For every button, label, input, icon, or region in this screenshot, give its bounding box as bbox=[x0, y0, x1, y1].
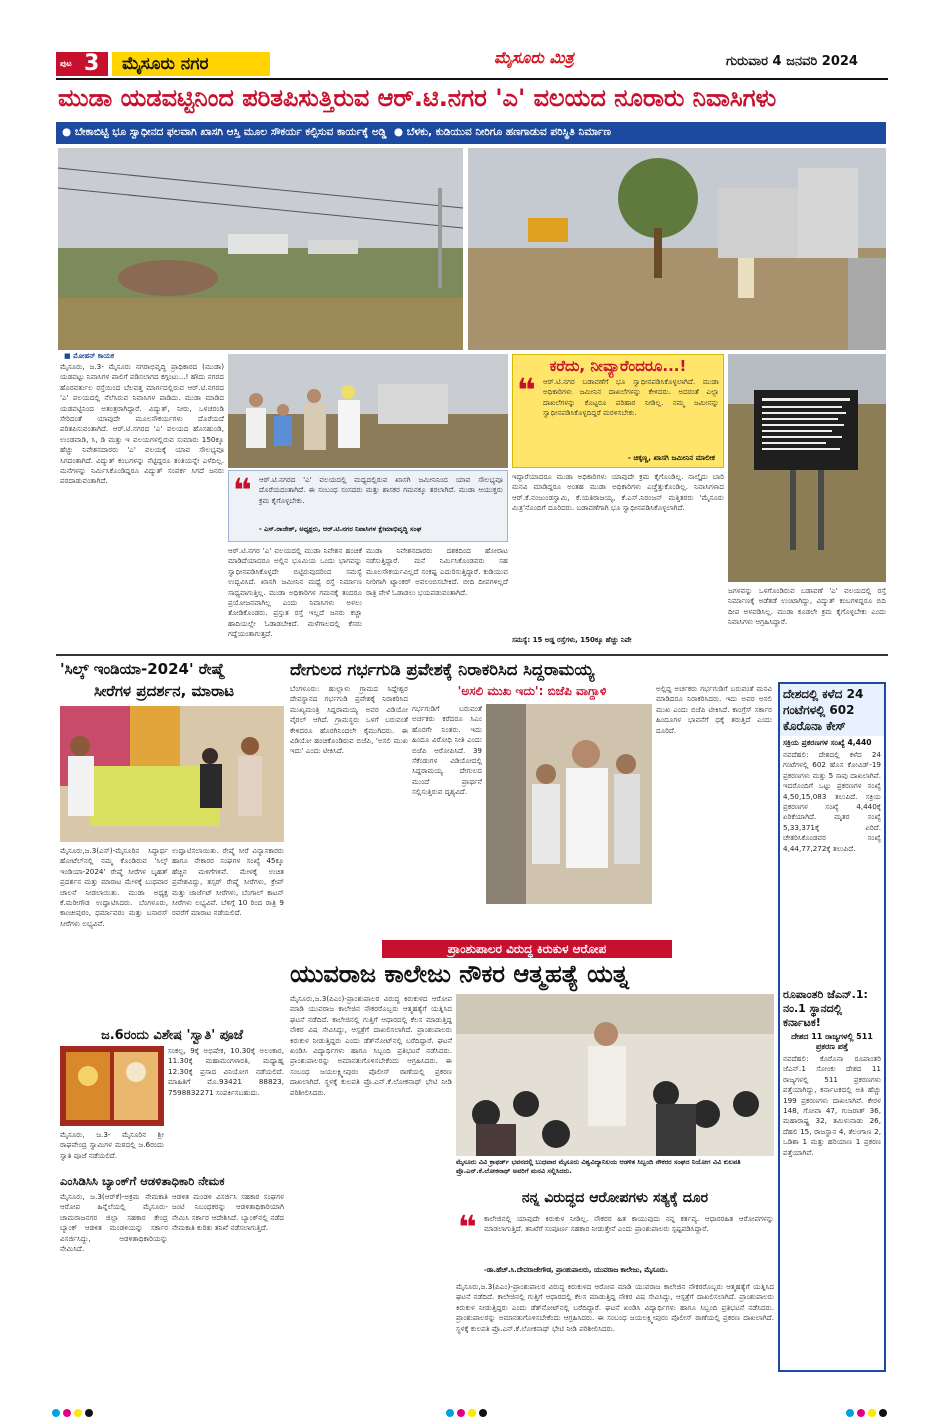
lead-photo-left bbox=[58, 148, 463, 350]
quote-icon: ❝ bbox=[517, 371, 536, 409]
bank-headline: ಎಂಸಿಡಿಸಿಸಿ ಬ್ಯಾಂಕ್‌ಗೆ ಆಡಳಿತಾಧಿಕಾರಿ ನೇಮಕ bbox=[60, 1174, 225, 1188]
covid-box bbox=[778, 682, 886, 1372]
covid-text-1: ನವದೆಹಲಿ: ದೇಶದಲ್ಲಿ ಕಳೆದ 24 ಗಂಟೆಗಳಲ್ಲಿ 602 ಹೊಸ ಕೋವಿಡ್-19 ಪ್ರಕರಣಗಳು ಮತ್ತು 5 ಸಾವು ದಾಖಲಾಗಿವೆ. ಇದರೊಂದಿಗೆ ಒಟ್ಟು ಪ್ರಕರಣಗಳ ಸಂಖ್ಯೆ 4,50,15,083 ತಲುಪಿದೆ. ಸಕ್ರಿಯ ಪ್ರಕರಣಗಳ ಸಂಖ್ಯೆ 4,440ಕ್ಕೆ ಏರಿಕೆಯಾಗಿದೆ. ಮೃತರ ಸಂಖ್ಯೆ 5,33,371ಕ್ಕೆ ಏರಿದೆ. ಚೇತರಿಸಿಕೊಂಡವರ ಸಂಖ್ಯೆ 4,44,77,272ಕ್ಕೆ ತಲುಪಿದೆ. bbox=[783, 750, 881, 853]
cm-photo bbox=[486, 704, 652, 904]
lead-byline bbox=[64, 352, 114, 361]
page-label: ಪುಟ bbox=[60, 59, 72, 68]
college-sub-text: ಕಾಲೇಜಿನಲ್ಲಿ ಯಾವುದೇ ಕಿರುಕುಳ ನೀಡಿಲ್ಲ. ನೌಕರರ ಹಿತ ಕಾಯುವುದು ನನ್ನ ಕರ್ತವ್ಯ. ಆಧಾರರಹಿತ ಆರೋಪಗಳನ್ನು ಮಾಡಲಾಗುತ್ತಿದೆ. ತನಿಖೆಗೆ ಸಂಪೂರ್ಣ ಸಹಕಾರ ನೀಡುತ್ತೇನೆ ಎಂದು ಪ್ರಾಂಶುಪಾಲರು ಸ್ಪಷ್ಟಪಡಿಸಿದ್ದಾರೆ. bbox=[484, 1214, 774, 1234]
bank-text-right: ಆಡಳಿತ ಮಂಡಳಿ ವಿಸರ್ಜಿಸಿ ಸಹಕಾರ ಸಂಘಗಳ ಜಂಟಿ ನಿಬಂಧಕರನ್ನು ಆಡಳಿತಾಧಿಕಾರಿಯಾಗಿ ನೇಮಿಸಿ ಸರ್ಕಾರ ಆದೇಶಿಸಿದೆ. ಬ್ಯಾಂಕ್‌ನಲ್ಲಿ ನಡೆದ ನೇಮಕಾತಿ ಕುರಿತು ತನಿಖೆ ನಡೆಸಲಾಗುತ್ತಿದೆ. bbox=[172, 1192, 284, 1233]
covid-stat-1: ಸಕ್ರಿಯ ಪ್ರಕರಣಗಳ ಸಂಖ್ಯೆ 4,440 bbox=[783, 738, 872, 747]
lead-subhead-1: ಬೇಕಾಬಿಟ್ಟಿ ಭೂ ಸ್ವಾಧೀನದ ಫಲವಾಗಿ ಖಾಸಗಿ ಆಸ್ತಿ ಮೂಲ ಸೌಕರ್ಯ ಕಲ್ಪಿಸುವ ಕಾರ್ಯಕ್ಕೆ ಅಡ್ಡಿ bbox=[74, 126, 387, 138]
page-number-badge bbox=[56, 52, 108, 76]
bank-text-left: ಮೈಸೂರು, ಜ.3(ಆರ್‌ಕೆ)-ಅಕ್ರಮ ನೇಮಕಾತಿ ಆರೋಪ ಹಿನ್ನೆಲೆಯಲ್ಲಿ ಮೈಸೂರು-ಚಾಮರಾಜನಗರ ಜಿಲ್ಲಾ ಸಹಕಾರ ಕೇಂದ್ರ ಬ್ಯಾಂಕ್ ಆಡಳಿತ ಮಂಡಳಿಯನ್ನು ಸರ್ಕಾರ ವಿಸರ್ಜಿಸಿದ್ದು, ಆಡಳಿತಾಧಿಕಾರಿಯನ್ನು ನೇಮಿಸಿದೆ. bbox=[60, 1192, 168, 1254]
silk-headline-1: 'ಸಿಲ್ಕ್ ಇಂಡಿಯಾ-2024' ರೇಷ್ಮೆ bbox=[60, 660, 225, 678]
college-photo-caption: ಮೈಸೂರು ವಿವಿ ಕ್ರಾಫರ್ಡ್ ಭವನದಲ್ಲಿ ಬುಧವಾರ ಮೈಸೂರು ವಿಶ್ವವಿದ್ಯಾನಿಲಯ ಆಡಳಿತ ಸಿಬ್ಬಂದಿ ನೌಕರರ ಸಂಘದ ನಿಯೋಗ ವಿವಿ ಕುಲಪತಿ ಪ್ರೊ.ಎನ್.ಕೆ.ಲೋಕನಾಥ್ ಅವರಿಗೆ ಮನವಿ ಸಲ್ಲಿಸಿದರು. bbox=[456, 1158, 741, 1175]
covid-text-2: ನವದೆಹಲಿ: ಕೊರೊನಾ ರೂಪಾಂತರಿ ಜೆಎನ್.1 ಸೋಂಕು ದೇಶದ 11 ರಾಜ್ಯಗಳಲ್ಲಿ 511 ಪ್ರಕರಣಗಳು ಪತ್ತೆಯಾಗಿದ್ದು, ಕರ್ನಾಟಕದಲ್ಲಿ ಅತಿ ಹೆಚ್ಚು 199 ಪ್ರಕರಣಗಳು ದಾಖಲಾಗಿವೆ. ಕೇರಳ 148, ಗೋವಾ 47, ಗುಜರಾತ್ 36, ಮಹಾರಾಷ್ಟ್ರ 32, ತಮಿಳುನಾಡು 26, ದೆಹಲಿ 15, ರಾಜಸ್ಥಾನ 4, ತೆಲಂಗಾಣ 2, ಒಡಿಶಾ 1 ಮತ್ತು ಹರಿಯಾಣ 1 ಪ್ರಕರಣ ಪತ್ತೆಯಾಗಿವೆ. bbox=[783, 1054, 881, 1157]
lead-tagline: ಸಮಸ್ಯೆ: 15 ಅಡ್ಡ ರಸ್ತೆಗಳು, 150ಕ್ಕೂ ಹೆಚ್ಚು ನಿವೇ bbox=[512, 636, 632, 644]
college-text: ಮೈಸೂರು,ಜ.3(ಪಿಎಂ)-ಪ್ರಾಂಶುಪಾಲರ ವಿರುದ್ಧ ಕಿರುಕುಳದ ಆರೋಪ ಮಾಡಿ ಯುವರಾಜ ಕಾಲೇಜಿನ ನೌಕರರೊಬ್ಬರು ಆತ್ಮಹತ್ಯೆಗೆ ಯತ್ನಿಸಿದ ಘಟನೆ ನಡೆದಿದೆ. ಕಾಲೇಜಿನಲ್ಲಿ ಗುತ್ತಿಗೆ ಆಧಾರದಲ್ಲಿ ಕೆಲಸ ಮಾಡುತ್ತಿದ್ದ ನೌಕರ ವಿಷ ಸೇವಿಸಿದ್ದು, ಆಸ್ಪತ್ರೆಗೆ ದಾಖಲಿಸಲಾಗಿದೆ. ಪ್ರಾಂಶುಪಾಲರು ಕಿರುಕುಳ ನೀಡುತ್ತಿದ್ದರು ಎಂದು ಡೆತ್‌ನೋಟ್‌ನಲ್ಲಿ ಬರೆದಿದ್ದಾರೆ. ಘಟನೆ ಖಂಡಿಸಿ ವಿದ್ಯಾರ್ಥಿಗಳು ಹಾಗೂ ಸಿಬ್ಬಂದಿ ಪ್ರತಿಭಟನೆ ನಡೆಸಿದರು. ಪ್ರಾಂಶುಪಾಲರನ್ನು ಅಮಾನತುಗೊಳಿಸಬೇಕೆಂದು ಆಗ್ರಹಿಸಿದರು. ಈ ಸಂಬಂಧ ಜಯಲಕ್ಷ್ಮೀಪುರಂ ಪೊಲೀಸ್ ಠಾಣೆಯಲ್ಲಿ ಪ್ರಕರಣ ದಾಖಲಾಗಿದೆ. ಸ್ಥಳಕ್ಕೆ ಕುಲಪತಿ ಪ್ರೊ.ಎನ್.ಕೆ.ಲೋಕನಾಥ್ ಭೇಟಿ ನೀಡಿ ಪರಿಶೀಲಿಸಿದರು. bbox=[290, 994, 452, 1097]
quote-attribution: - ಚಿಕ್ಕಣ್ಣ, ಖಾಸಗಿ ಜಮೀನಿನ ಮಾಲೀಕ bbox=[627, 453, 715, 462]
lead-column-5: ಜಗಳವನ್ನು ಒಳಗೊಂಡಿರುವ ಬಡಾವಣೆ 'ಎ' ವಲಯದಲ್ಲಿ ರಸ್ತೆ ನಿರ್ಮಾಣಕ್ಕೆ ಅಡೆತಡೆ ಉಂಟಾಗಿದ್ದು, ವಿದ್ಯುತ್ ಕಂಬಗಳಿದ್ದರೂ ಬಿದಿ ದೀಪ ಅಳವಡಿಸಿಲ್ಲ. ಮುಡಾ ಕೂಡಲೇ ಕ್ರಮ ಕೈಗೊಳ್ಳಬೇಕು ಎಂದು ನಿವಾಸಿಗಳು ಆಗ್ರಹಿಸಿದ್ದಾರೆ. bbox=[728, 586, 886, 627]
quote-icon-2: ❝ bbox=[233, 471, 252, 509]
lead-subhead-bar bbox=[56, 122, 886, 144]
color-registration-marks-center bbox=[446, 1402, 490, 1421]
pooja-photo bbox=[60, 1046, 164, 1126]
quote-second-text: ಆರ್.ಟಿ.ನಗರದ 'ಎ' ವಲಯದಲ್ಲಿ ಮಧ್ಯದಲ್ಲಿರುವ ಖಾಸಗಿ ಜಮೀನಿನಿಂದ ಯಾವ ಸೌಲಭ್ಯವೂ ದೊರೆಯದಂತಾಗಿದೆ. ಈ ಸಂಬಂಧ ಸಂಸದರು ಮತ್ತು ಶಾಸಕರ ಗಮನಕ್ಕೂ ತರಲಾಗಿದೆ. ಮುಡಾ ಆಯುಕ್ತರು ಕ್ರಮ ಕೈಗೊಳ್ಳಬೇಕು. bbox=[259, 475, 503, 505]
covid-stat-2: ರೂಪಾಂತರಿ ಜೆಎನ್.1: bbox=[783, 988, 868, 1001]
lead-column-2: ಆರ್.ಟಿ.ನಗರ 'ಎ' ವಲಯದಲ್ಲಿ ಮುಡಾ ನಿವೇಶನ ಹಂಚಿಕೆ ಮಾಡಿದೆಯಾದರೂ ಅಲ್ಲಿನ ಭೂಮಿಯ ಒಂದು ಭಾಗವನ್ನು ಸ್ವಾಧೀನಪಡಿಸಿಕೊಳ್ಳದೇ ಬಿಟ್ಟಿರುವುದರಿಂದ ಸಮಸ್ಯೆ ಉದ್ಭವಿಸಿದೆ. ಖಾಸಗಿ ಜಮೀನಿನ ಮಧ್ಯೆ ರಸ್ತೆ ನಿರ್ಮಾಣ ಸಾಧ್ಯವಾಗುತ್ತಿಲ್ಲ. ಮುಡಾ ಅಧಿಕಾರಿಗಳ ಗಮನಕ್ಕೆ ತಂದರೂ ಪ್ರಯೋಜನವಾಗಿಲ್ಲ ಎಂದು ನಿವಾಸಿಗಳು ಅಳಲು ತೋಡಿಕೊಂಡರು. ಪ್ರಸ್ತುತ ರಸ್ತೆ ಇಲ್ಲದೆ ಜನರು ಕಚ್ಚಾ ಹಾದಿಯಲ್ಲೇ ಓಡಾಡಬೇಕಿದೆ. ಮಳೆಗಾಲದಲ್ಲಿ ಕೆಸರು ಗದ್ದೆಯಂತಾಗುತ್ತದೆ. bbox=[228, 546, 362, 639]
college-kicker: ಪ್ರಾಂಶುಪಾಲರ ವಿರುದ್ಧ ಕಿರುಕುಳ ಆರೋಪ bbox=[382, 940, 672, 958]
lead-headline: ಮುಡಾ ಯಡವಟ್ಟಿನಿಂದ ಪರಿತಪಿಸುತ್ತಿರುವ ಆರ್.ಟಿ.ನಗರ 'ಎ' ವಲಯದ ನೂರಾರು ನಿವಾಸಿಗಳು bbox=[58, 84, 777, 112]
pooja-text-right: ಸಂಕಲ್ಪ, 9ಕ್ಕೆ ಅಭಿಷೇಕ, 10.30ಕ್ಕೆ ಅಲಂಕಾರ, 11.30ಕ್ಕೆ ಮಹಾಮಂಗಳಾರತಿ, ಮಧ್ಯಾಹ್ನ 12.30ಕ್ಕೆ ಪ್ರಸಾದ ವಿನಿಯೋಗ ನಡೆಯಲಿದೆ. ಮಾಹಿತಿಗೆ ಮೊ.93421 88823, 7598832271 ಸಂಪರ್ಕಿಸಬಹುದು. bbox=[168, 1046, 284, 1097]
bullet-icon: ● bbox=[62, 126, 72, 138]
cm-subhead: 'ಅಸಲಿ ಮುಖ ಇದು': ಬಿಜೆಪಿ ವಾಗ್ದಾಳಿ bbox=[457, 684, 607, 698]
covid-stat-4: ದೇಶದ 11 ರಾಜ್ಯಗಳಲ್ಲಿ 511 ಪ್ರಕರಣ ಪತ್ತೆ bbox=[791, 1032, 873, 1051]
silk-text-right: ಉದ್ಘಾಟಿಸಲಾಯಿತು. ರೇಷ್ಮೆ ಸೀರೆ ವಿನ್ಯಾಸಕಾರರು ಹಾಗೂ ನೇಕಾರರ ಸಂಘಗಳ ಸಂಖ್ಯೆ 45ಕ್ಕೂ ಹೆಚ್ಚಿನ ಮಳಿಗೆಗಳಿವೆ. ಮೇಳಕ್ಕೆ ಉಚಿತ ಪ್ರವೇಶವಿದ್ದು, ತಸ್ಸರ್ ರೇಷ್ಮೆ ಸೀರೆಗಳು, ಕ್ರೇಪ್ ಮತ್ತು ಜಾರ್ಜೆಟ್ ಸೀರೆಗಳು, ಬೆಂಗಾಲ್ ಕಾಟನ್ ಸೀರೆಗಳು ಲಭ್ಯವಿವೆ. ಬೆಳಿಗ್ಗೆ 10 ರಿಂದ ರಾತ್ರಿ 9 ರವರೆಗೆ ಮಾರಾಟ ನಡೆಯಲಿದೆ. bbox=[172, 846, 284, 918]
bullet-icon: ● bbox=[393, 126, 404, 138]
color-registration-marks bbox=[52, 1402, 96, 1421]
residents-photo bbox=[228, 354, 508, 468]
lead-photo-right bbox=[468, 148, 886, 350]
section-divider bbox=[56, 654, 888, 656]
quote-icon-3: ❝ bbox=[458, 1208, 477, 1246]
issue-date: ಗುರುವಾರ 4 ಜನವರಿ 2024 bbox=[726, 54, 858, 69]
lead-column-4: ಇದ್ದಾರೆಯಾದರೂ ಮುಡಾ ಅಧಿಕಾರಿಗಳು ಯಾವುದೇ ಕ್ರಮ ಕೈಗೊಂಡಿಲ್ಲ. ನಾಲ್ಕೈದು ಬಾರಿ ಮನವಿ ಮಾಡಿದ್ದರೂ ಅಂತಹ ಮುಡಾ ಅಧಿಕಾರಿಗಳು ಎಚ್ಚೆತ್ತುಕೊಂಡಿಲ್ಲ. ನಿವಾಸಿಗಳಾದ ಆರ್.ಕೆ.ನಂಜುಂಡಸ್ವಾಮಿ, ಕೆ.ಯತಿರಾಜಯ್ಯ, ಕೆ.ಎಸ್.ನಿರಂಜನ್ ಮತ್ತಿತರರು 'ಮೈಸೂರು ಮಿತ್ರ'ನೊಂದಿಗೆ ದೂರಿದರು. ಬಡಾವಣೆಗಾಗಿ ಭೂ ಸ್ವಾಧೀನಪಡಿಸಿಕೊಳ್ಳಲಾಗಿದೆ. bbox=[512, 472, 724, 513]
college-sub-body: ಮೈಸೂರು,ಜ.3(ಪಿಎಂ)-ಪ್ರಾಂಶುಪಾಲರ ವಿರುದ್ಧ ಕಿರುಕುಳದ ಆರೋಪ ಮಾಡಿ ಯುವರಾಜ ಕಾಲೇಜಿನ ನೌಕರರೊಬ್ಬರು ಆತ್ಮಹತ್ಯೆಗೆ ಯತ್ನಿಸಿದ ಘಟನೆ ನಡೆದಿದೆ. ಕಾಲೇಜಿನಲ್ಲಿ ಗುತ್ತಿಗೆ ಆಧಾರದಲ್ಲಿ ಕೆಲಸ ಮಾಡುತ್ತಿದ್ದ ನೌಕರ ವಿಷ ಸೇವಿಸಿದ್ದು, ಆಸ್ಪತ್ರೆಗೆ ದಾಖಲಿಸಲಾಗಿದೆ. ಪ್ರಾಂಶುಪಾಲರು ಕಿರುಕುಳ ನೀಡುತ್ತಿದ್ದರು ಎಂದು ಡೆತ್‌ನೋಟ್‌ನಲ್ಲಿ ಬರೆದಿದ್ದಾರೆ. ಘಟನೆ ಖಂಡಿಸಿ ವಿದ್ಯಾರ್ಥಿಗಳು ಹಾಗೂ ಸಿಬ್ಬಂದಿ ಪ್ರತಿಭಟನೆ ನಡೆಸಿದರು. ಪ್ರಾಂಶುಪಾಲರನ್ನು ಅಮಾನತುಗೊಳಿಸಬೇಕೆಂದು ಆಗ್ರಹಿಸಿದರು. ಈ ಸಂಬಂಧ ಜಯಲಕ್ಷ್ಮೀಪುರಂ ಪೊಲೀಸ್ ಠಾಣೆಯಲ್ಲಿ ಪ್ರಕರಣ ದಾಖಲಾಗಿದೆ. ಸ್ಥಳಕ್ಕೆ ಕುಲಪತಿ ಪ್ರೊ.ಎನ್.ಕೆ.ಲೋಕನಾಥ್ ಭೇಟಿ ನೀಡಿ ಪರಿಶೀಲಿಸಿದರು. bbox=[456, 1282, 774, 1333]
cm-text-left: ಬೆಂಗಳೂರು: ಹುಲ್ಲಾಳು ಗ್ರಾಮದ ಸಿದ್ದೇಶ್ವರ ದೇವಸ್ಥಾನದ ಗರ್ಭಗುಡಿ ಪ್ರವೇಶಕ್ಕೆ ನಿರಾಕರಿಸಿದ ಮುಖ್ಯಮಂತ್ರಿ ಸಿದ್ದರಾಮಯ್ಯ ಅವರ ವಿಡಿಯೋ ವೈರಲ್ ಆಗಿದೆ. ಗ್ರಾಮಸ್ಥರು ಒಳಗೆ ಬರುವಂತೆ ಕೇಳಿದರೂ ಹೊರಗಿನಿಂದಲೇ ಕೈಮುಗಿದರು. ಈ ವಿಡಿಯೋ ಹಂಚಿಕೊಂಡಿರುವ ಬಿಜೆಪಿ, 'ಅಸಲಿ ಮುಖ ಇದು' ಎಂದು ಟೀಕಿಸಿದೆ. bbox=[290, 684, 408, 756]
pooja-text-left: ಮೈಸೂರು, ಜ.3- ಮೈಸೂರಿನ ಶ್ರೀ ರಾಘವೇಂದ್ರ ಸ್ವಾಮಿಗಳ ಮಠದಲ್ಲಿ ಜ.6ರಂದು ಸ್ವಾತಿ ಪೂಜೆ ನಡೆಯಲಿದೆ. bbox=[60, 1130, 164, 1160]
section-title: ಮೈಸೂರು ನಗರ bbox=[112, 52, 270, 76]
cm-text-mid: ಗರ್ಭಗುಡಿಗೆ ಬರುವಂತೆ ಅರ್ಚಕರು ಕರೆದರೂ ಸಿಎಂ ಹೊರಗೇ ನಿಂತರು. ಇದು ಹಿಂದೂ ವಿರೋಧಿ ನೀತಿ ಎಂದು ಬಿಜೆಪಿ ಆರೋಪಿಸಿದೆ. 39 ಸೆಕೆಂಡುಗಳ ವಿಡಿಯೋದಲ್ಲಿ ಸಿದ್ದರಾಮಯ್ಯ ದೇಗುಲದ ಮುಂದೆ ಪ್ರಾರ್ಥನೆ ಸಲ್ಲಿಸುತ್ತಿರುವ ದೃಶ್ಯವಿದೆ. bbox=[412, 704, 482, 797]
covid-headline: ದೇಶದಲ್ಲಿ ಕಳೆದ 24 ಗಂಟೆಗಳಲ್ಲಿ 602 ಕೊರೊನಾ ಕೇಸ್ bbox=[780, 684, 884, 736]
college-headline: ಯುವರಾಜ ಕಾಲೇಜು ನೌಕರ ಆತ್ಮಹತ್ಯೆ ಯತ್ನ bbox=[290, 960, 629, 988]
silk-headline-2: ಸೀರೆಗಳ ಪ್ರದರ್ಶನ, ಮಾರಾಟ bbox=[94, 682, 235, 700]
lead-column-3: ಮುಡಾ ನಿವೇಶನದಾರರು ದಶಕದಿಂದ ಹೋರಾಟ ನಡೆಸುತ್ತಿದ್ದಾರೆ. ಮನೆ ನಿರ್ಮಿಸಿಕೊಂಡವರು ಸಹ ಮೂಲಸೌಕರ್ಯವಿಲ್ಲದೆ ಸಂಕಷ್ಟ ಎದುರಿಸುತ್ತಿದ್ದಾರೆ. ಕುಡಿಯುವ ನೀರಿಗಾಗಿ ಟ್ಯಾಂಕರ್ ಅವಲಂಬಿಸಬೇಕಿದೆ. ಬೀದಿ ದೀಪಗಳಿಲ್ಲದೆ ರಾತ್ರಿ ವೇಳೆ ಓಡಾಡಲು ಭಯಪಡುವಂತಾಗಿದೆ. bbox=[366, 546, 508, 597]
lead-column-1: ಮೈಸೂರು, ಜ.3- ಮೈಸೂರು ನಗರಾಭಿವೃದ್ಧಿ ಪ್ರಾಧಿಕಾರದ (ಮುಡಾ) ಯಡವಟ್ಟು ನಿವಾಸಿಗಳ ಪಾಲಿಗೆ ಪಡಿಸಲಾಗದ ಕಗ್ಗಂಟು...! ಹೌದು ನಗರದ ಹೊರವರ್ತುಲ ರಸ್ತೆಯಿಂದ ಬೆಲವತ್ತ ಮಾರ್ಗದಲ್ಲಿರುವ ಆರ್.ಟಿ.ನಗರದ 'ಎ' ವಲಯದಲ್ಲಿ ನೆಲೆಸಿರುವ ನಿವಾಸಿಗಳ ಪಾಡಿದು. ಮುಡಾ ಮಾಡಿದ ಯಡವಟ್ಟಿನಿಂದ ಅತಂತ್ರರಾಗಿದ್ದಾರೆ. ವಿದ್ಯುತ್, ನೀರು, ಒಳಚರಂಡಿ ಸೇರಿದಂತೆ ಯಾವುದೇ ಮೂಲಸೌಕರ್ಯಗಳು ದೊರೆಯದೆ ಪರಿತಪಿಸುವಂತಾಗಿದೆ. ಆರ್.ಟಿ.ನಗರದ 'ಎ' ವಲಯದ ಹೊಸಹುಂಡಿ, ಉಂಡವಾಡಿ, ಸಿ, ಡಿ ಮತ್ತು ಇ ವಲಯಗಳಲ್ಲಿರುವ ಸುಮಾರು 150ಕ್ಕೂ ಹೆಚ್ಚು ನಿವೇಶನದಾರರು 'ಎ' ವಲಯಕ್ಕೆ ಯಾವ ಸೌಲಭ್ಯವೂ ಸಿಗದಂತಾಗಿದೆ. ವಿದ್ಯುತ್ ಕಂಬಗಳನ್ನು ನೆಟ್ಟಿದ್ದರೂ ತಂತಿಯನ್ನೇ ಎಳೆದಿಲ್ಲ. ಮನೆಗಳನ್ನು ನಿರ್ಮಿಸಿಕೊಂಡಿದ್ದರೂ ವಿದ್ಯುತ್ ಸಂಪರ್ಕ ಸಿಗದೆ ಜನರು ಪರದಾಡುವಂತಾಗಿದೆ. bbox=[60, 362, 224, 486]
byline-bullet-icon: ■ bbox=[64, 352, 71, 360]
college-photo bbox=[456, 994, 774, 1156]
quote-second-attribution: - ಎಸ್.ರಾಜೇಶ್, ಅಧ್ಯಕ್ಷರು, ಆರ್.ಟಿ.ನಗರ ನಿವಾಸಿಗಳ ಕ್ಷೇಮಾಭಿವೃದ್ಧಿ ಸಂಘ bbox=[259, 525, 422, 533]
paper-logo: ಮೈಸೂರು ಮಿತ್ರ bbox=[494, 48, 574, 67]
cm-headline: ದೇಗುಲದ ಗರ್ಭಗುಡಿ ಪ್ರವೇಶಕ್ಕೆ ನಿರಾಕರಿಸಿದ ಸಿದ್ದರಾಮಯ್ಯ bbox=[290, 660, 595, 679]
sign-board-photo bbox=[728, 354, 886, 582]
covid-stat-3: ನಂ.1 ಸ್ಥಾನದಲ್ಲಿ ಕರ್ನಾಟಕ! bbox=[783, 1002, 843, 1029]
lead-subhead-2: ಬೆಳಕು, ಕುಡಿಯುವ ನೀರಿಗೂ ಹಣಗಾಡುವ ಪರಿಸ್ಥಿತಿ ನಿರ್ಮಾಣ bbox=[406, 126, 611, 138]
silk-photo bbox=[60, 706, 284, 842]
silk-text-left: ಮೈಸೂರು,ಜ.3(ಎಸ್)-ಮೈಸೂರಿನ ಸಿದ್ಧಾರ್ಥ ಹೋಟೆಲ್‌ನಲ್ಲಿ ನಮ್ಮ ಕೊಂಡಿರುವ 'ಸಿಲ್ಕ್ ಇಂಡಿಯಾ-2024' ರೇಷ್ಮೆ ಸೀರೆಗಳ ಬೃಹತ್ ಪ್ರದರ್ಶನ ಮತ್ತು ಮಾರಾಟ ಮೇಳಕ್ಕೆ ಬುಧವಾರ ಚಾಲನೆ ನೀಡಲಾಯಿತು. ಮುಡಾ ಅಧ್ಯಕ್ಷ ಕೆ.ಮರೀಗೌಡ ಉದ್ಘಾಟಿಸಿದರು. ಬೆಂಗಳೂರು, ಕಾಂಚೀಪುರಂ, ಧರ್ಮಾವರಂ ಮತ್ತು ಬನಾರಸ್ ಸೀರೆಗಳು ಲಭ್ಯವಿವೆ. bbox=[60, 846, 168, 928]
quote-text: ಆರ್.ಟಿ.ನಗರ ಬಡಾವಣೆಗೆ ಭೂ ಸ್ವಾಧೀನಪಡಿಸಿಕೊಳ್ಳಲಾಗಿದೆ. ಮುಡಾ ಅಧಿಕಾರಿಗಳು ಜಮೀನಿನ ದಾಖಲೆಗಳನ್ನು ಕೇಳಿದರು. ಅದರಂತೆ ಎಲ್ಲಾ ದಾಖಲೆಗಳನ್ನು ಕೊಟ್ಟರೂ ಪರಿಹಾರ ನೀಡಿಲ್ಲ. ನಮ್ಮ ಜಮೀನನ್ನು ಸ್ವಾಧೀನಪಡಿಸಿಕೊಳ್ಳದಿದ್ದರೆ ಮರಳಿಸಬೇಕು. bbox=[543, 377, 719, 418]
page-number: 3 bbox=[84, 51, 100, 76]
quote-title: ಕರೆದು, ನೀವ್ಯಾರೆಂದರೂ...! bbox=[549, 357, 687, 375]
cm-text-right: ಅಲ್ಲಿದ್ದ ಅರ್ಚಕರು ಗರ್ಭಗುಡಿಗೆ ಬರುವಂತೆ ಮನವಿ ಮಾಡಿದರೂ ನಿರಾಕರಿಸಿದರು. ಇದು ಅವರ ಅಸಲಿ ಮುಖ ಎಂದು ಬಿಜೆಪಿ ಟೀಕಿಸಿದೆ. ಕಾಂಗ್ರೆಸ್ ಸರ್ಕಾರ ಹಿಂದೂಗಳ ಭಾವನೆಗೆ ಧಕ್ಕೆ ತರುತ್ತಿದೆ ಎಂದು ದೂರಿದೆ. bbox=[656, 684, 772, 735]
quote-box-second bbox=[228, 470, 508, 542]
byline-text: ಮೋಹನ್ ಕಾಯಕ bbox=[73, 352, 115, 360]
masthead-rule bbox=[56, 78, 888, 80]
quote-box-main bbox=[512, 354, 724, 468]
college-sub-attribution: -ಡಾ.ಹೆಚ್.ಸಿ.ದೇವರಾಜೇಗೌಡ, ಪ್ರಾಂಶುಪಾಲರು, ಯುವರಾಜ ಕಾಲೇಜು, ಮೈಸೂರು. bbox=[484, 1266, 669, 1274]
color-registration-marks-right bbox=[846, 1402, 890, 1421]
college-sub-headline: ನನ್ನ ವಿರುದ್ಧದ ಆರೋಪಗಳು ಸತ್ಯಕ್ಕೆ ದೂರ bbox=[521, 1190, 709, 1206]
pooja-headline: ಜ.6ರಂದು ವಿಶೇಷ 'ಸ್ವಾತಿ' ಪೂಜೆ bbox=[100, 1028, 243, 1043]
